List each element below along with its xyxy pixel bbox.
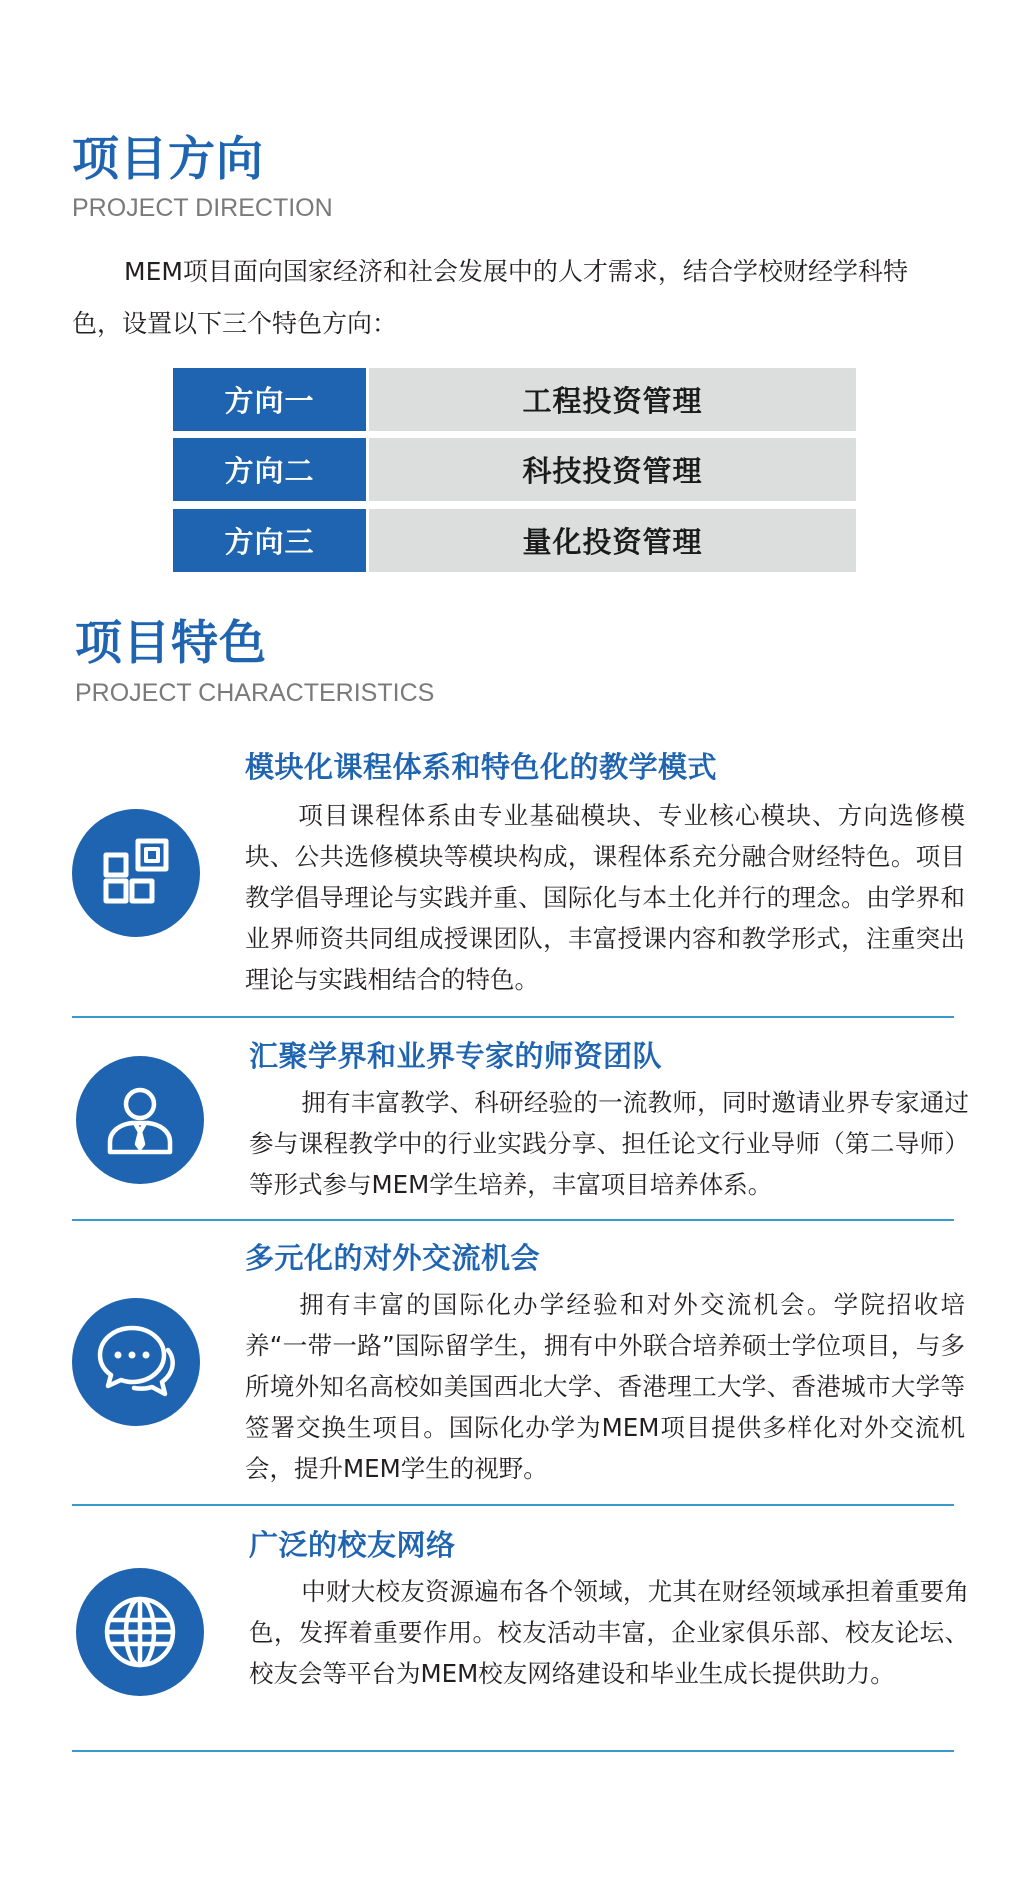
feature-title: 广泛的校友网络 — [249, 1528, 456, 1562]
direction-name: 量化投资管理 — [369, 509, 856, 572]
chat-icon — [72, 1298, 200, 1426]
direction-row-3 — [173, 509, 856, 572]
feature-title: 多元化的对外交流机会 — [245, 1241, 541, 1275]
modules-icon — [72, 809, 200, 937]
direction-intro — [72, 246, 952, 350]
direction-title: 项目方向 — [72, 132, 264, 187]
divider — [72, 1750, 954, 1752]
feature-title: 模块化课程体系和特色化的教学模式 — [245, 750, 718, 784]
globe-icon — [76, 1568, 204, 1696]
characteristics-subtitle: PROJECT CHARACTERISTICS — [75, 679, 435, 707]
direction-subtitle: PROJECT DIRECTION — [72, 194, 333, 222]
direction-row-1 — [173, 368, 856, 431]
feature-title: 汇聚学界和业界专家的师资团队 — [249, 1039, 663, 1073]
divider — [72, 1504, 954, 1506]
direction-label: 方向三 — [173, 509, 366, 572]
direction-label: 方向一 — [173, 368, 366, 431]
feature-body-text: 拥有丰富教学、科研经验的一流教师，同时邀请业界专家通过参与课程教学中的行业实践分享、担任论文行业导师（第二导师）等形式参与MEM学生培养，丰富项目培养体系。 — [249, 1088, 969, 1199]
direction-row-2 — [173, 438, 856, 501]
feature-body-text: 中财大校友资源遍布各个领域，尤其在财经领域承担着重要角色，发挥着重要作用。校友活动丰富，企业家俱乐部、校友论坛、校友会等平台为MEM校友网络建设和毕业生成长提供助力。 — [249, 1577, 969, 1688]
characteristics-title: 项目特色 — [75, 616, 267, 671]
divider — [72, 1219, 954, 1221]
feature-body — [245, 1284, 965, 1489]
direction-label: 方向二 — [173, 438, 366, 501]
direction-name: 工程投资管理 — [369, 368, 856, 431]
feature-body — [249, 1082, 969, 1205]
teacher-icon — [76, 1056, 204, 1184]
feature-body-text: 项目课程体系由专业基础模块、专业核心模块、方向选修模块、公共选修模块等模块构成，课程体系充分融合财经特色。项目教学倡导理论与实践并重、国际化与本土化并行的理念。由学界和业界师资共同组成授课团队，丰富授课内容和教学形式，注重突出理论与实践相结合的特色。 — [245, 801, 965, 994]
feature-body — [249, 1571, 969, 1694]
direction-name: 科技投资管理 — [369, 438, 856, 501]
feature-body-text: 拥有丰富的国际化办学经验和对外交流机会。学院招收培养“一带一路”国际留学生，拥有中外联合培养硕士学位项目，与多所境外知名高校如美国西北大学、香港理工大学、香港城市大学等签署交换生项目。国际化办学为MEM项目提供多样化对外交流机会，提升MEM学生的视野。 — [245, 1290, 965, 1483]
divider — [72, 1016, 954, 1018]
direction-intro-text: MEM项目面向国家经济和社会发展中的人才需求，结合学校财经学科特色，设置以下三个特色方向： — [72, 257, 908, 338]
feature-body — [245, 795, 965, 1000]
